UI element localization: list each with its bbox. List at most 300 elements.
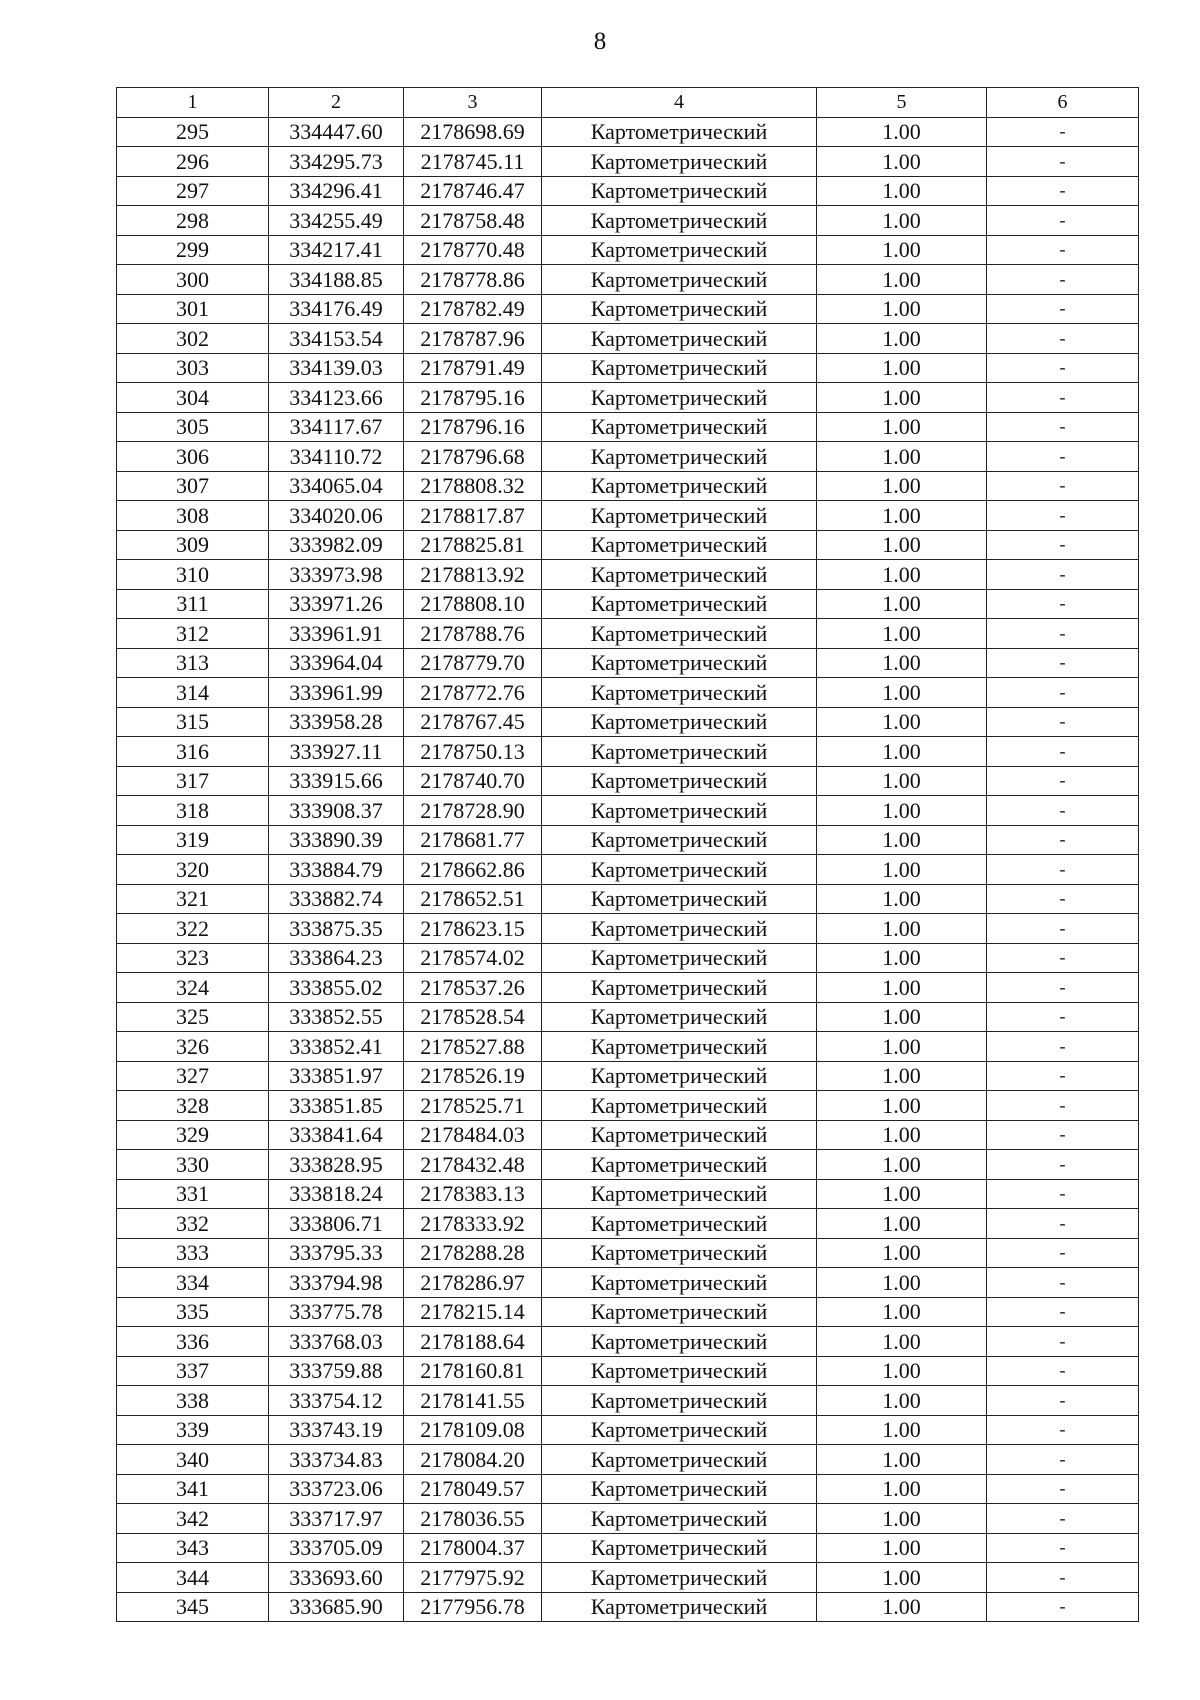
table-row <box>117 1445 1139 1475</box>
cell-coord-x: 333717.97 <box>269 1504 404 1534</box>
cell-note: - <box>987 619 1139 649</box>
cell-point-number: 333 <box>117 1238 269 1268</box>
cell-accuracy: 1.00 <box>817 796 987 826</box>
cell-accuracy: 1.00 <box>817 1504 987 1534</box>
cell-point-number: 316 <box>117 737 269 767</box>
table-row <box>117 1386 1139 1416</box>
cell-method: Картометрический <box>542 147 817 177</box>
cell-method: Картометрический <box>542 825 817 855</box>
cell-point-number: 298 <box>117 206 269 236</box>
table-row <box>117 442 1139 472</box>
cell-note: - <box>987 737 1139 767</box>
cell-coord-x: 333855.02 <box>269 973 404 1003</box>
cell-coord-y: 2178787.96 <box>404 324 542 354</box>
cell-point-number: 330 <box>117 1150 269 1180</box>
cell-coord-x: 333794.98 <box>269 1268 404 1298</box>
cell-method: Картометрический <box>542 206 817 236</box>
cell-coord-y: 2178728.90 <box>404 796 542 826</box>
cell-coord-y: 2178662.86 <box>404 855 542 885</box>
cell-accuracy: 1.00 <box>817 1238 987 1268</box>
cell-note: - <box>987 501 1139 531</box>
cell-accuracy: 1.00 <box>817 501 987 531</box>
cell-coord-x: 333958.28 <box>269 707 404 737</box>
cell-method: Картометрический <box>542 1533 817 1563</box>
cell-point-number: 345 <box>117 1592 269 1622</box>
cell-accuracy: 1.00 <box>817 1386 987 1416</box>
cell-coord-x: 333693.60 <box>269 1563 404 1593</box>
cell-accuracy: 1.00 <box>817 973 987 1003</box>
cell-accuracy: 1.00 <box>817 1563 987 1593</box>
cell-coord-y: 2178796.68 <box>404 442 542 472</box>
cell-point-number: 311 <box>117 589 269 619</box>
cell-coord-x: 334117.67 <box>269 412 404 442</box>
cell-method: Картометрический <box>542 589 817 619</box>
table-row <box>117 1032 1139 1062</box>
cell-coord-y: 2178527.88 <box>404 1032 542 1062</box>
cell-coord-x: 333852.41 <box>269 1032 404 1062</box>
cell-accuracy: 1.00 <box>817 560 987 590</box>
cell-coord-x: 333915.66 <box>269 766 404 796</box>
cell-coord-y: 2178788.76 <box>404 619 542 649</box>
cell-note: - <box>987 1209 1139 1239</box>
cell-coord-x: 334188.85 <box>269 265 404 295</box>
cell-note: - <box>987 1445 1139 1475</box>
table-row <box>117 1238 1139 1268</box>
cell-note: - <box>987 825 1139 855</box>
table-row <box>117 1268 1139 1298</box>
cell-method: Картометрический <box>542 294 817 324</box>
cell-accuracy: 1.00 <box>817 648 987 678</box>
cell-coord-x: 333759.88 <box>269 1356 404 1386</box>
cell-coord-y: 2178652.51 <box>404 884 542 914</box>
cell-note: - <box>987 973 1139 1003</box>
cell-point-number: 318 <box>117 796 269 826</box>
cell-note: - <box>987 235 1139 265</box>
cell-point-number: 305 <box>117 412 269 442</box>
table-row <box>117 619 1139 649</box>
cell-coord-x: 334296.41 <box>269 176 404 206</box>
cell-point-number: 322 <box>117 914 269 944</box>
cell-coord-x: 333852.55 <box>269 1002 404 1032</box>
cell-coord-x: 333927.11 <box>269 737 404 767</box>
cell-coord-x: 333890.39 <box>269 825 404 855</box>
cell-point-number: 324 <box>117 973 269 1003</box>
table-row <box>117 1504 1139 1534</box>
table-row <box>117 117 1139 147</box>
cell-point-number: 325 <box>117 1002 269 1032</box>
cell-point-number: 310 <box>117 560 269 590</box>
cell-coord-y: 2178813.92 <box>404 560 542 590</box>
cell-note: - <box>987 943 1139 973</box>
cell-point-number: 323 <box>117 943 269 973</box>
table-row <box>117 589 1139 619</box>
cell-note: - <box>987 648 1139 678</box>
table-body <box>117 117 1139 1622</box>
cell-note: - <box>987 471 1139 501</box>
cell-coord-y: 2178796.16 <box>404 412 542 442</box>
cell-coord-x: 333685.90 <box>269 1592 404 1622</box>
table-row <box>117 766 1139 796</box>
cell-point-number: 342 <box>117 1504 269 1534</box>
cell-accuracy: 1.00 <box>817 707 987 737</box>
cell-coord-y: 2178740.70 <box>404 766 542 796</box>
cell-coord-y: 2178109.08 <box>404 1415 542 1445</box>
cell-accuracy: 1.00 <box>817 471 987 501</box>
cell-method: Картометрический <box>542 619 817 649</box>
cell-note: - <box>987 855 1139 885</box>
cell-coord-x: 333882.74 <box>269 884 404 914</box>
cell-accuracy: 1.00 <box>817 147 987 177</box>
cell-method: Картометрический <box>542 1297 817 1327</box>
cell-method: Картометрический <box>542 1356 817 1386</box>
cell-point-number: 329 <box>117 1120 269 1150</box>
cell-method: Картометрический <box>542 1268 817 1298</box>
cell-coord-x: 334255.49 <box>269 206 404 236</box>
cell-note: - <box>987 147 1139 177</box>
cell-method: Картометрический <box>542 412 817 442</box>
cell-point-number: 312 <box>117 619 269 649</box>
cell-accuracy: 1.00 <box>817 1150 987 1180</box>
cell-accuracy: 1.00 <box>817 825 987 855</box>
table-row <box>117 825 1139 855</box>
cell-coord-x: 334176.49 <box>269 294 404 324</box>
cell-point-number: 339 <box>117 1415 269 1445</box>
column-header-3: 3 <box>404 88 542 118</box>
table-row <box>117 1179 1139 1209</box>
cell-coord-x: 333964.04 <box>269 648 404 678</box>
cell-point-number: 307 <box>117 471 269 501</box>
cell-coord-y: 2178141.55 <box>404 1386 542 1416</box>
cell-accuracy: 1.00 <box>817 1061 987 1091</box>
cell-method: Картометрический <box>542 1592 817 1622</box>
cell-coord-y: 2178767.45 <box>404 707 542 737</box>
cell-point-number: 297 <box>117 176 269 206</box>
cell-coord-y: 2178778.86 <box>404 265 542 295</box>
cell-coord-x: 333961.99 <box>269 678 404 708</box>
cell-point-number: 314 <box>117 678 269 708</box>
cell-accuracy: 1.00 <box>817 353 987 383</box>
cell-point-number: 327 <box>117 1061 269 1091</box>
cell-point-number: 332 <box>117 1209 269 1239</box>
cell-note: - <box>987 412 1139 442</box>
cell-method: Картометрический <box>542 353 817 383</box>
cell-method: Картометрический <box>542 471 817 501</box>
cell-coord-x: 334020.06 <box>269 501 404 531</box>
column-header-6: 6 <box>987 88 1139 118</box>
cell-note: - <box>987 1179 1139 1209</box>
table-row <box>117 914 1139 944</box>
cell-point-number: 308 <box>117 501 269 531</box>
cell-coord-y: 2178758.48 <box>404 206 542 236</box>
cell-note: - <box>987 353 1139 383</box>
cell-note: - <box>987 1268 1139 1298</box>
cell-method: Картометрический <box>542 1474 817 1504</box>
cell-point-number: 296 <box>117 147 269 177</box>
cell-coord-x: 333806.71 <box>269 1209 404 1239</box>
cell-coord-y: 2178745.11 <box>404 147 542 177</box>
cell-coord-y: 2178681.77 <box>404 825 542 855</box>
cell-method: Картометрический <box>542 796 817 826</box>
table-row <box>117 1474 1139 1504</box>
cell-point-number: 331 <box>117 1179 269 1209</box>
cell-coord-x: 333875.35 <box>269 914 404 944</box>
cell-note: - <box>987 678 1139 708</box>
table-row <box>117 796 1139 826</box>
cell-note: - <box>987 176 1139 206</box>
table-row <box>117 1415 1139 1445</box>
cell-coord-y: 2178817.87 <box>404 501 542 531</box>
cell-accuracy: 1.00 <box>817 943 987 973</box>
cell-note: - <box>987 530 1139 560</box>
cell-method: Картометрический <box>542 1415 817 1445</box>
cell-note: - <box>987 1592 1139 1622</box>
cell-coord-y: 2178432.48 <box>404 1150 542 1180</box>
cell-note: - <box>987 1032 1139 1062</box>
cell-coord-x: 333884.79 <box>269 855 404 885</box>
cell-note: - <box>987 1150 1139 1180</box>
table-row <box>117 206 1139 236</box>
cell-coord-y: 2178770.48 <box>404 235 542 265</box>
cell-point-number: 306 <box>117 442 269 472</box>
cell-method: Картометрический <box>542 1179 817 1209</box>
cell-point-number: 326 <box>117 1032 269 1062</box>
table-row <box>117 294 1139 324</box>
cell-method: Картометрический <box>542 1002 817 1032</box>
cell-note: - <box>987 766 1139 796</box>
cell-coord-x: 333775.78 <box>269 1297 404 1327</box>
cell-point-number: 319 <box>117 825 269 855</box>
page-number: 8 <box>593 28 607 55</box>
cell-coord-y: 2178036.55 <box>404 1504 542 1534</box>
column-header-2: 2 <box>269 88 404 118</box>
cell-point-number: 309 <box>117 530 269 560</box>
cell-coord-x: 333754.12 <box>269 1386 404 1416</box>
cell-method: Картометрический <box>542 1563 817 1593</box>
cell-method: Картометрический <box>542 766 817 796</box>
cell-method: Картометрический <box>542 1209 817 1239</box>
cell-note: - <box>987 1386 1139 1416</box>
cell-accuracy: 1.00 <box>817 294 987 324</box>
cell-method: Картометрический <box>542 943 817 973</box>
cell-coord-y: 2178526.19 <box>404 1061 542 1091</box>
cell-method: Картометрический <box>542 560 817 590</box>
cell-coord-x: 333864.23 <box>269 943 404 973</box>
cell-point-number: 340 <box>117 1445 269 1475</box>
cell-coord-y: 2178084.20 <box>404 1445 542 1475</box>
cell-coord-x: 334295.73 <box>269 147 404 177</box>
cell-coord-y: 2178537.26 <box>404 973 542 1003</box>
cell-coord-x: 333973.98 <box>269 560 404 590</box>
table-row <box>117 383 1139 413</box>
cell-note: - <box>987 1002 1139 1032</box>
cell-coord-x: 333982.09 <box>269 530 404 560</box>
cell-accuracy: 1.00 <box>817 176 987 206</box>
table-row <box>117 324 1139 354</box>
cell-note: - <box>987 1474 1139 1504</box>
cell-method: Картометрический <box>542 1120 817 1150</box>
cell-accuracy: 1.00 <box>817 324 987 354</box>
column-header-1: 1 <box>117 88 269 118</box>
cell-accuracy: 1.00 <box>817 1032 987 1062</box>
table-row <box>117 1533 1139 1563</box>
cell-method: Картометрический <box>542 176 817 206</box>
cell-coord-y: 2178808.32 <box>404 471 542 501</box>
cell-point-number: 343 <box>117 1533 269 1563</box>
cell-note: - <box>987 560 1139 590</box>
cell-note: - <box>987 796 1139 826</box>
cell-accuracy: 1.00 <box>817 235 987 265</box>
cell-coord-x: 333828.95 <box>269 1150 404 1180</box>
cell-method: Картометрический <box>542 235 817 265</box>
table-row <box>117 1150 1139 1180</box>
table-row <box>117 707 1139 737</box>
cell-coord-y: 2178383.13 <box>404 1179 542 1209</box>
cell-coord-x: 334447.60 <box>269 117 404 147</box>
cell-note: - <box>987 914 1139 944</box>
cell-note: - <box>987 1091 1139 1121</box>
cell-note: - <box>987 1356 1139 1386</box>
cell-note: - <box>987 324 1139 354</box>
cell-method: Картометрический <box>542 501 817 531</box>
cell-coord-y: 2177975.92 <box>404 1563 542 1593</box>
cell-accuracy: 1.00 <box>817 678 987 708</box>
cell-accuracy: 1.00 <box>817 117 987 147</box>
cell-point-number: 328 <box>117 1091 269 1121</box>
cell-coord-x: 334153.54 <box>269 324 404 354</box>
cell-point-number: 336 <box>117 1327 269 1357</box>
cell-coord-y: 2178791.49 <box>404 353 542 383</box>
cell-coord-y: 2178049.57 <box>404 1474 542 1504</box>
table-row <box>117 1356 1139 1386</box>
cell-method: Картометрический <box>542 1504 817 1534</box>
cell-point-number: 295 <box>117 117 269 147</box>
cell-accuracy: 1.00 <box>817 737 987 767</box>
cell-coord-x: 333734.83 <box>269 1445 404 1475</box>
table-row <box>117 1592 1139 1622</box>
cell-accuracy: 1.00 <box>817 1327 987 1357</box>
cell-method: Картометрический <box>542 1238 817 1268</box>
cell-coord-y: 2178779.70 <box>404 648 542 678</box>
cell-note: - <box>987 707 1139 737</box>
table-row <box>117 737 1139 767</box>
cell-accuracy: 1.00 <box>817 1091 987 1121</box>
table-row <box>117 471 1139 501</box>
cell-accuracy: 1.00 <box>817 265 987 295</box>
cell-method: Картометрический <box>542 914 817 944</box>
table-row <box>117 501 1139 531</box>
cell-accuracy: 1.00 <box>817 1209 987 1239</box>
cell-note: - <box>987 442 1139 472</box>
cell-coord-y: 2178188.64 <box>404 1327 542 1357</box>
cell-accuracy: 1.00 <box>817 766 987 796</box>
column-header-4: 4 <box>542 88 817 118</box>
column-header-5: 5 <box>817 88 987 118</box>
cell-note: - <box>987 1120 1139 1150</box>
cell-accuracy: 1.00 <box>817 1120 987 1150</box>
cell-coord-x: 334139.03 <box>269 353 404 383</box>
cell-note: - <box>987 1563 1139 1593</box>
cell-method: Картометрический <box>542 1445 817 1475</box>
table-row <box>117 265 1139 295</box>
table-row <box>117 560 1139 590</box>
cell-coord-x: 334110.72 <box>269 442 404 472</box>
cell-coord-x: 333818.24 <box>269 1179 404 1209</box>
cell-accuracy: 1.00 <box>817 914 987 944</box>
cell-coord-y: 2178484.03 <box>404 1120 542 1150</box>
cell-coord-y: 2178782.49 <box>404 294 542 324</box>
cell-coord-y: 2178808.10 <box>404 589 542 619</box>
table-row <box>117 1061 1139 1091</box>
cell-coord-y: 2178825.81 <box>404 530 542 560</box>
cell-coord-x: 333851.97 <box>269 1061 404 1091</box>
cell-note: - <box>987 884 1139 914</box>
cell-accuracy: 1.00 <box>817 1268 987 1298</box>
table-row <box>117 648 1139 678</box>
cell-coord-y: 2178574.02 <box>404 943 542 973</box>
table-row <box>117 1002 1139 1032</box>
cell-accuracy: 1.00 <box>817 589 987 619</box>
cell-coord-x: 333768.03 <box>269 1327 404 1357</box>
table-row <box>117 884 1139 914</box>
table-row <box>117 235 1139 265</box>
cell-point-number: 299 <box>117 235 269 265</box>
cell-method: Картометрический <box>542 648 817 678</box>
cell-coord-x: 334065.04 <box>269 471 404 501</box>
cell-coord-y: 2178528.54 <box>404 1002 542 1032</box>
table-row <box>117 1091 1139 1121</box>
cell-point-number: 315 <box>117 707 269 737</box>
cell-note: - <box>987 589 1139 619</box>
cell-point-number: 300 <box>117 265 269 295</box>
cell-accuracy: 1.00 <box>817 884 987 914</box>
cell-coord-x: 333723.06 <box>269 1474 404 1504</box>
cell-note: - <box>987 1061 1139 1091</box>
table-row <box>117 147 1139 177</box>
cell-note: - <box>987 117 1139 147</box>
cell-accuracy: 1.00 <box>817 855 987 885</box>
cell-note: - <box>987 1327 1139 1357</box>
cell-method: Картометрический <box>542 855 817 885</box>
cell-coord-y: 2178698.69 <box>404 117 542 147</box>
cell-coord-y: 2178004.37 <box>404 1533 542 1563</box>
cell-coord-y: 2178623.15 <box>404 914 542 944</box>
cell-method: Картометрический <box>542 1032 817 1062</box>
cell-method: Картометрический <box>542 1386 817 1416</box>
cell-method: Картометрический <box>542 324 817 354</box>
cell-point-number: 302 <box>117 324 269 354</box>
cell-accuracy: 1.00 <box>817 442 987 472</box>
cell-accuracy: 1.00 <box>817 1356 987 1386</box>
cell-point-number: 317 <box>117 766 269 796</box>
cell-accuracy: 1.00 <box>817 530 987 560</box>
cell-coord-y: 2178772.76 <box>404 678 542 708</box>
cell-coord-y: 2178750.13 <box>404 737 542 767</box>
cell-point-number: 335 <box>117 1297 269 1327</box>
table-row <box>117 943 1139 973</box>
cell-method: Картометрический <box>542 973 817 1003</box>
cell-method: Картометрический <box>542 265 817 295</box>
cell-coord-y: 2178288.28 <box>404 1238 542 1268</box>
cell-coord-y: 2178215.14 <box>404 1297 542 1327</box>
cell-method: Картометрический <box>542 117 817 147</box>
cell-method: Картометрический <box>542 884 817 914</box>
cell-note: - <box>987 1533 1139 1563</box>
cell-coord-x: 333908.37 <box>269 796 404 826</box>
cell-point-number: 321 <box>117 884 269 914</box>
table-row <box>117 1327 1139 1357</box>
cell-method: Картометрический <box>542 737 817 767</box>
cell-method: Картометрический <box>542 678 817 708</box>
